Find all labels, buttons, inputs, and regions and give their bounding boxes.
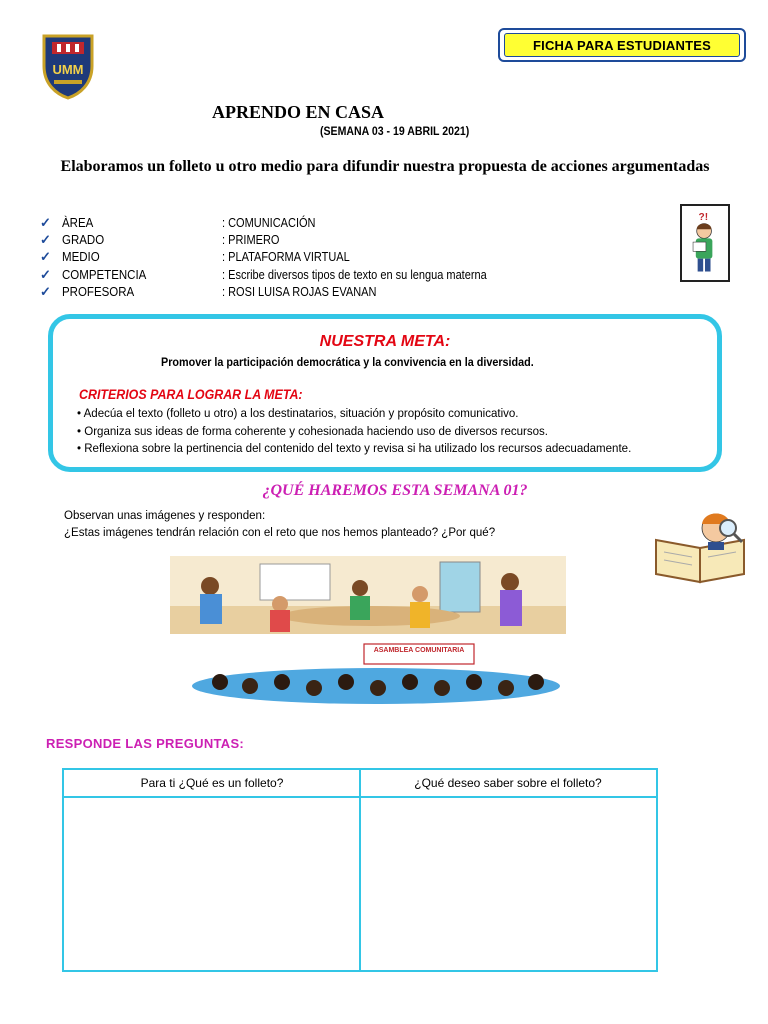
info-label: MEDIO — [62, 250, 100, 265]
info-value: : PLATAFORMA VIRTUAL — [222, 250, 350, 265]
goal-text: Promover la participación democrática y la convivencia en la diversidad. — [161, 355, 534, 369]
criteria-item: • Reflexiona sobre la pertinencia del contenido del texto y revisa si ha utilizado los recursos adecuadamente. — [77, 441, 632, 456]
observe-instructions — [64, 507, 495, 541]
respond-heading: RESPONDE LAS PREGUNTAS: — [46, 736, 245, 751]
assembly-banner-text: ASAMBLEA COMUNITARIA — [373, 647, 465, 654]
goal-title: NUESTRA META: — [319, 333, 451, 350]
week-question-heading: ¿QUÉ HAREMOS ESTA SEMANA 01? — [262, 482, 528, 499]
info-label: GRADO — [62, 233, 105, 248]
checkmark-icon: ✓ — [40, 284, 51, 300]
checkmark-icon: ✓ — [40, 214, 51, 230]
meeting-scene-illustration — [170, 556, 566, 634]
info-row-teacher — [40, 284, 640, 301]
student-thinking-illustration — [680, 204, 730, 282]
info-label: COMPETENCIA — [62, 267, 147, 282]
info-value: : PRIMERO — [222, 233, 280, 248]
observe-line: ¿Estas imágenes tendrán relación con el reto que nos hemos planteado? ¿Por qué? — [64, 525, 496, 539]
criteria-title: CRITERIOS PARA LOGRAR LA META: — [79, 387, 303, 402]
school-crest-icon — [40, 32, 96, 100]
criteria-item: • Adecúa el texto (folleto u otro) a los destinatarios, situación y propósito comunicativo. — [77, 406, 519, 420]
info-value: : COMUNICACIÓN — [222, 215, 316, 230]
info-label: PROFESORA — [62, 285, 135, 300]
week-date: (SEMANA 03 - 19 ABRIL 2021) — [320, 124, 470, 138]
svg-text:?!: ?! — [698, 212, 709, 223]
goal-box — [48, 314, 722, 472]
question-header-folleto: Para ti ¿Qué es un folleto? — [140, 776, 284, 790]
criteria-item: • Organiza sus ideas de forma coherente y cohesionada haciendo uso de diversos recursos. — [77, 423, 549, 438]
question-header-saber: ¿Qué deseo saber sobre el folleto? — [414, 776, 602, 790]
questions-table — [62, 768, 658, 972]
criteria-list — [77, 405, 631, 458]
page-title: APRENDO EN CASA — [212, 102, 385, 122]
course-info-list — [40, 214, 640, 301]
info-value: : ROSI LUISA ROJAS EVANAN — [222, 285, 377, 300]
table-divider — [359, 770, 361, 970]
info-label: ÀREA — [62, 215, 94, 230]
info-row-competence — [40, 266, 640, 283]
info-value: : Escribe diversos tipos de texto en su lengua materna — [222, 267, 487, 282]
crest-initials: UMM — [52, 62, 84, 77]
info-row-area — [40, 214, 640, 231]
checkmark-icon: ✓ — [40, 266, 51, 282]
session-subtitle: Elaboramos un folleto u otro medio para difundir nuestra propuesta de acciones argumentadas — [60, 158, 710, 175]
observe-line: Observan unas imágenes y responden: — [64, 508, 266, 522]
checkmark-icon: ✓ — [40, 249, 51, 265]
checkmark-icon: ✓ — [40, 232, 51, 248]
info-row-medium — [40, 249, 640, 266]
reading-boy-illustration — [654, 506, 748, 584]
info-row-grade — [40, 231, 640, 248]
badge-label: FICHA PARA ESTUDIANTES — [504, 33, 740, 57]
community-assembly-illustration — [190, 642, 562, 704]
student-sheet-badge — [498, 28, 746, 62]
